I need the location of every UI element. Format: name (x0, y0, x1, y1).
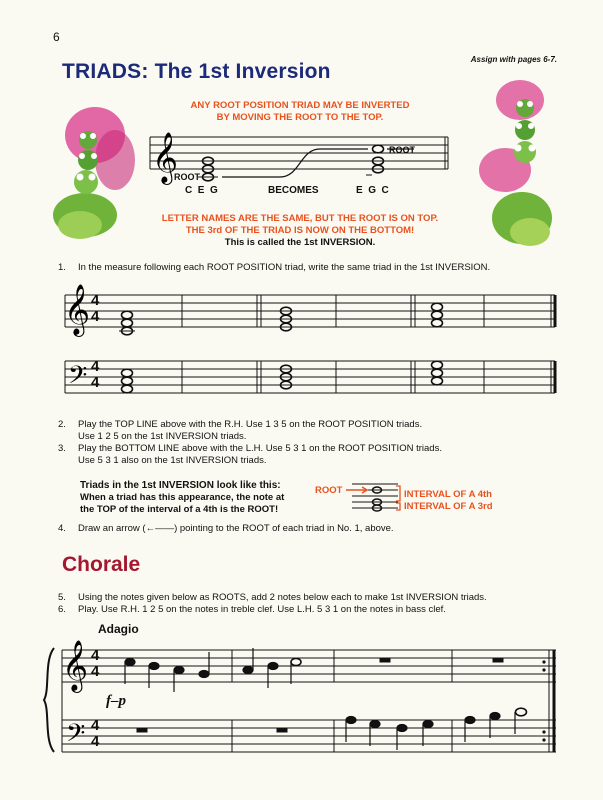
page-title: TRIADS: The 1st Inversion (62, 60, 331, 83)
treble-clef-icon: 𝄞 (62, 640, 89, 691)
instructions-2-3: 2. Play the TOP LINE above with the R.H. Use 1 3 5 on the ROOT POSITION triads. Use 1 2 5 on the 1st INVERSION triads. 3. Play the BOTTOM LINE above with the L.H. Use 5 3 1 on the ROOT POSITION triads. Use 5 3 1 also on the 1st INVERSION triads. (58, 419, 442, 466)
section-title: Chorale (62, 553, 141, 576)
dynamic-marking: f–p (106, 693, 126, 709)
instruction-5: 5. Using the notes given below as ROOTS, add 2 notes below each to make 1st INVERSION triads. (58, 592, 487, 603)
page-number: 6 (53, 30, 60, 44)
time-signature-bass: 4 4 (91, 358, 100, 391)
instruction-3: 3. Play the BOTTOM LINE above with the L.H. Use 5 3 1 on the ROOT POSITION triads. (58, 443, 442, 454)
interval-4th-label: INTERVAL OF A 4th (404, 489, 492, 500)
chorale-time-signature-bass: 4 4 (91, 717, 100, 750)
instruction-1: 1. In the measure following each ROOT POSITION triad, write the same triad in the 1st INVERSION. (58, 262, 491, 273)
instruction-2: 2. Play the TOP LINE above with the R.H. Use 1 3 5 on the ROOT POSITION triads. (58, 419, 423, 430)
treble-whole-rests (380, 658, 503, 662)
root-label-right: ROOT (389, 145, 415, 155)
chorale-time-signature-treble: 4 4 (91, 647, 100, 680)
root-label-box: ROOT (315, 485, 343, 496)
explain-line-3: This is called the 1st INVERSION. (224, 237, 376, 248)
right-note-names: E G C (356, 185, 389, 196)
left-note-names: C E G (185, 185, 218, 196)
time-signature-treble: 4 4 (91, 292, 100, 325)
treble-melody (125, 648, 301, 692)
intro-line-2: BY MOVING THE ROOT TO THE TOP. (216, 112, 384, 123)
instruction-6: 6. Play. Use R.H. 1 2 5 on the notes in treble clef. Use L.H. 5 3 1 on the notes in bass clef. (58, 604, 446, 615)
tempo-marking: Adagio (98, 622, 139, 636)
root-label-left: ROOT (174, 172, 200, 182)
inversion-explanation: Triads in the 1st INVERSION look like this: When a triad has this appearance, the note at the TOP of the interval of a 4th is the ROOT! (80, 480, 285, 515)
becomes-label: BECOMES (268, 185, 319, 196)
intro-line-1: ANY ROOT POSITION TRIAD MAY BE INVERTED (190, 100, 410, 111)
interval-3rd-label: INTERVAL OF A 3rd (404, 501, 493, 512)
explain-line-2: THE 3rd OF THE TRIAD IS NOW ON THE BOTTOM! (185, 225, 415, 236)
bass-clef-icon: 𝄢 (68, 361, 88, 396)
instruction-4: 4. Draw an arrow (←——) pointing to the ROOT of each triad in No. 1, above. (58, 523, 394, 534)
treble-clef-icon: 𝄞 (64, 284, 91, 335)
bass-clef-icon: 𝄢 (66, 719, 86, 754)
bass-whole-rests (137, 728, 287, 732)
assign-note: Assign with pages 6-7. (470, 55, 557, 64)
treble-clef-icon: 𝄞 (152, 132, 179, 183)
explain-line-1: LETTER NAMES ARE THE SAME, BUT THE ROOT IS ON TOP. (161, 213, 439, 224)
